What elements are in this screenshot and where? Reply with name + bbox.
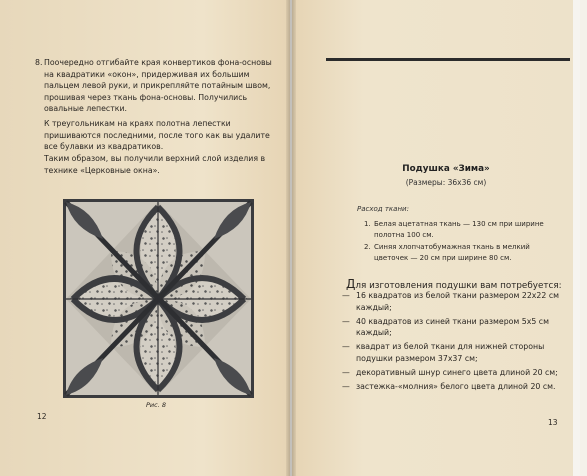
fabric-heading: Расход ткани: [357,205,409,213]
fabric-list [366,219,566,265]
page-number-left: 12 [37,412,47,421]
project-dimensions: (Размеры: 36х36 см) [405,178,487,187]
figure-caption: Рис. 8 [146,401,166,409]
material-item: — декоративный шнур синего цвета длиной 20 см; [342,367,558,377]
book-gutter [286,0,296,476]
step-number: 8. [35,58,43,67]
page-number-right: 13 [548,418,558,427]
materials-list [342,290,568,394]
figure-church-windows-quilt [63,199,254,398]
material-item: — 16 квадратов из белой ткани размером 22х22 см каждый; [342,291,559,312]
left-page [0,0,290,476]
materials-intro: Для изготовления подушки вам потребуется: [346,277,562,291]
paragraph-result: Таким образом, вы получили верхний слой изделия в технике «Церковные окна». [44,154,266,175]
paragraph-petals: К треугольникам на краях полотна лепестки пришиваются последними, после того как вы удалите все булавки из квадратиков. [44,119,270,152]
page-edge [573,0,580,476]
material-item: — 40 квадратов из синей ткани размером 5х5 см каждый; [342,316,549,338]
fabric-item: 1. Белая ацетатная ткань — 130 см при ширине полотна 100 см. [364,220,544,239]
project-title: Подушка «Зима» [402,164,490,174]
material-item: — застежка-«молния» белого цвета длиной 20 см. [342,381,556,391]
drop-cap: Д [346,277,356,291]
fabric-item: 2. Синяя хлопчатобумажная ткань в мелкий цветочек — 20 см при ширине 80 см. [364,243,530,262]
material-item: — квадрат из белой ткани для нижней стороны подушки размером 37х37 см; [342,342,545,363]
header-rule [326,58,570,61]
step-8-text [35,57,274,115]
step-body: Поочередно отгибайте края конвертиков фона-основы на квадратики «окон», придерживая их большим пальцем левой руки, и прикрепляйте потайным швом, прошивая через ткань фона-основы. Получились овальные лепестки. [44,58,272,114]
